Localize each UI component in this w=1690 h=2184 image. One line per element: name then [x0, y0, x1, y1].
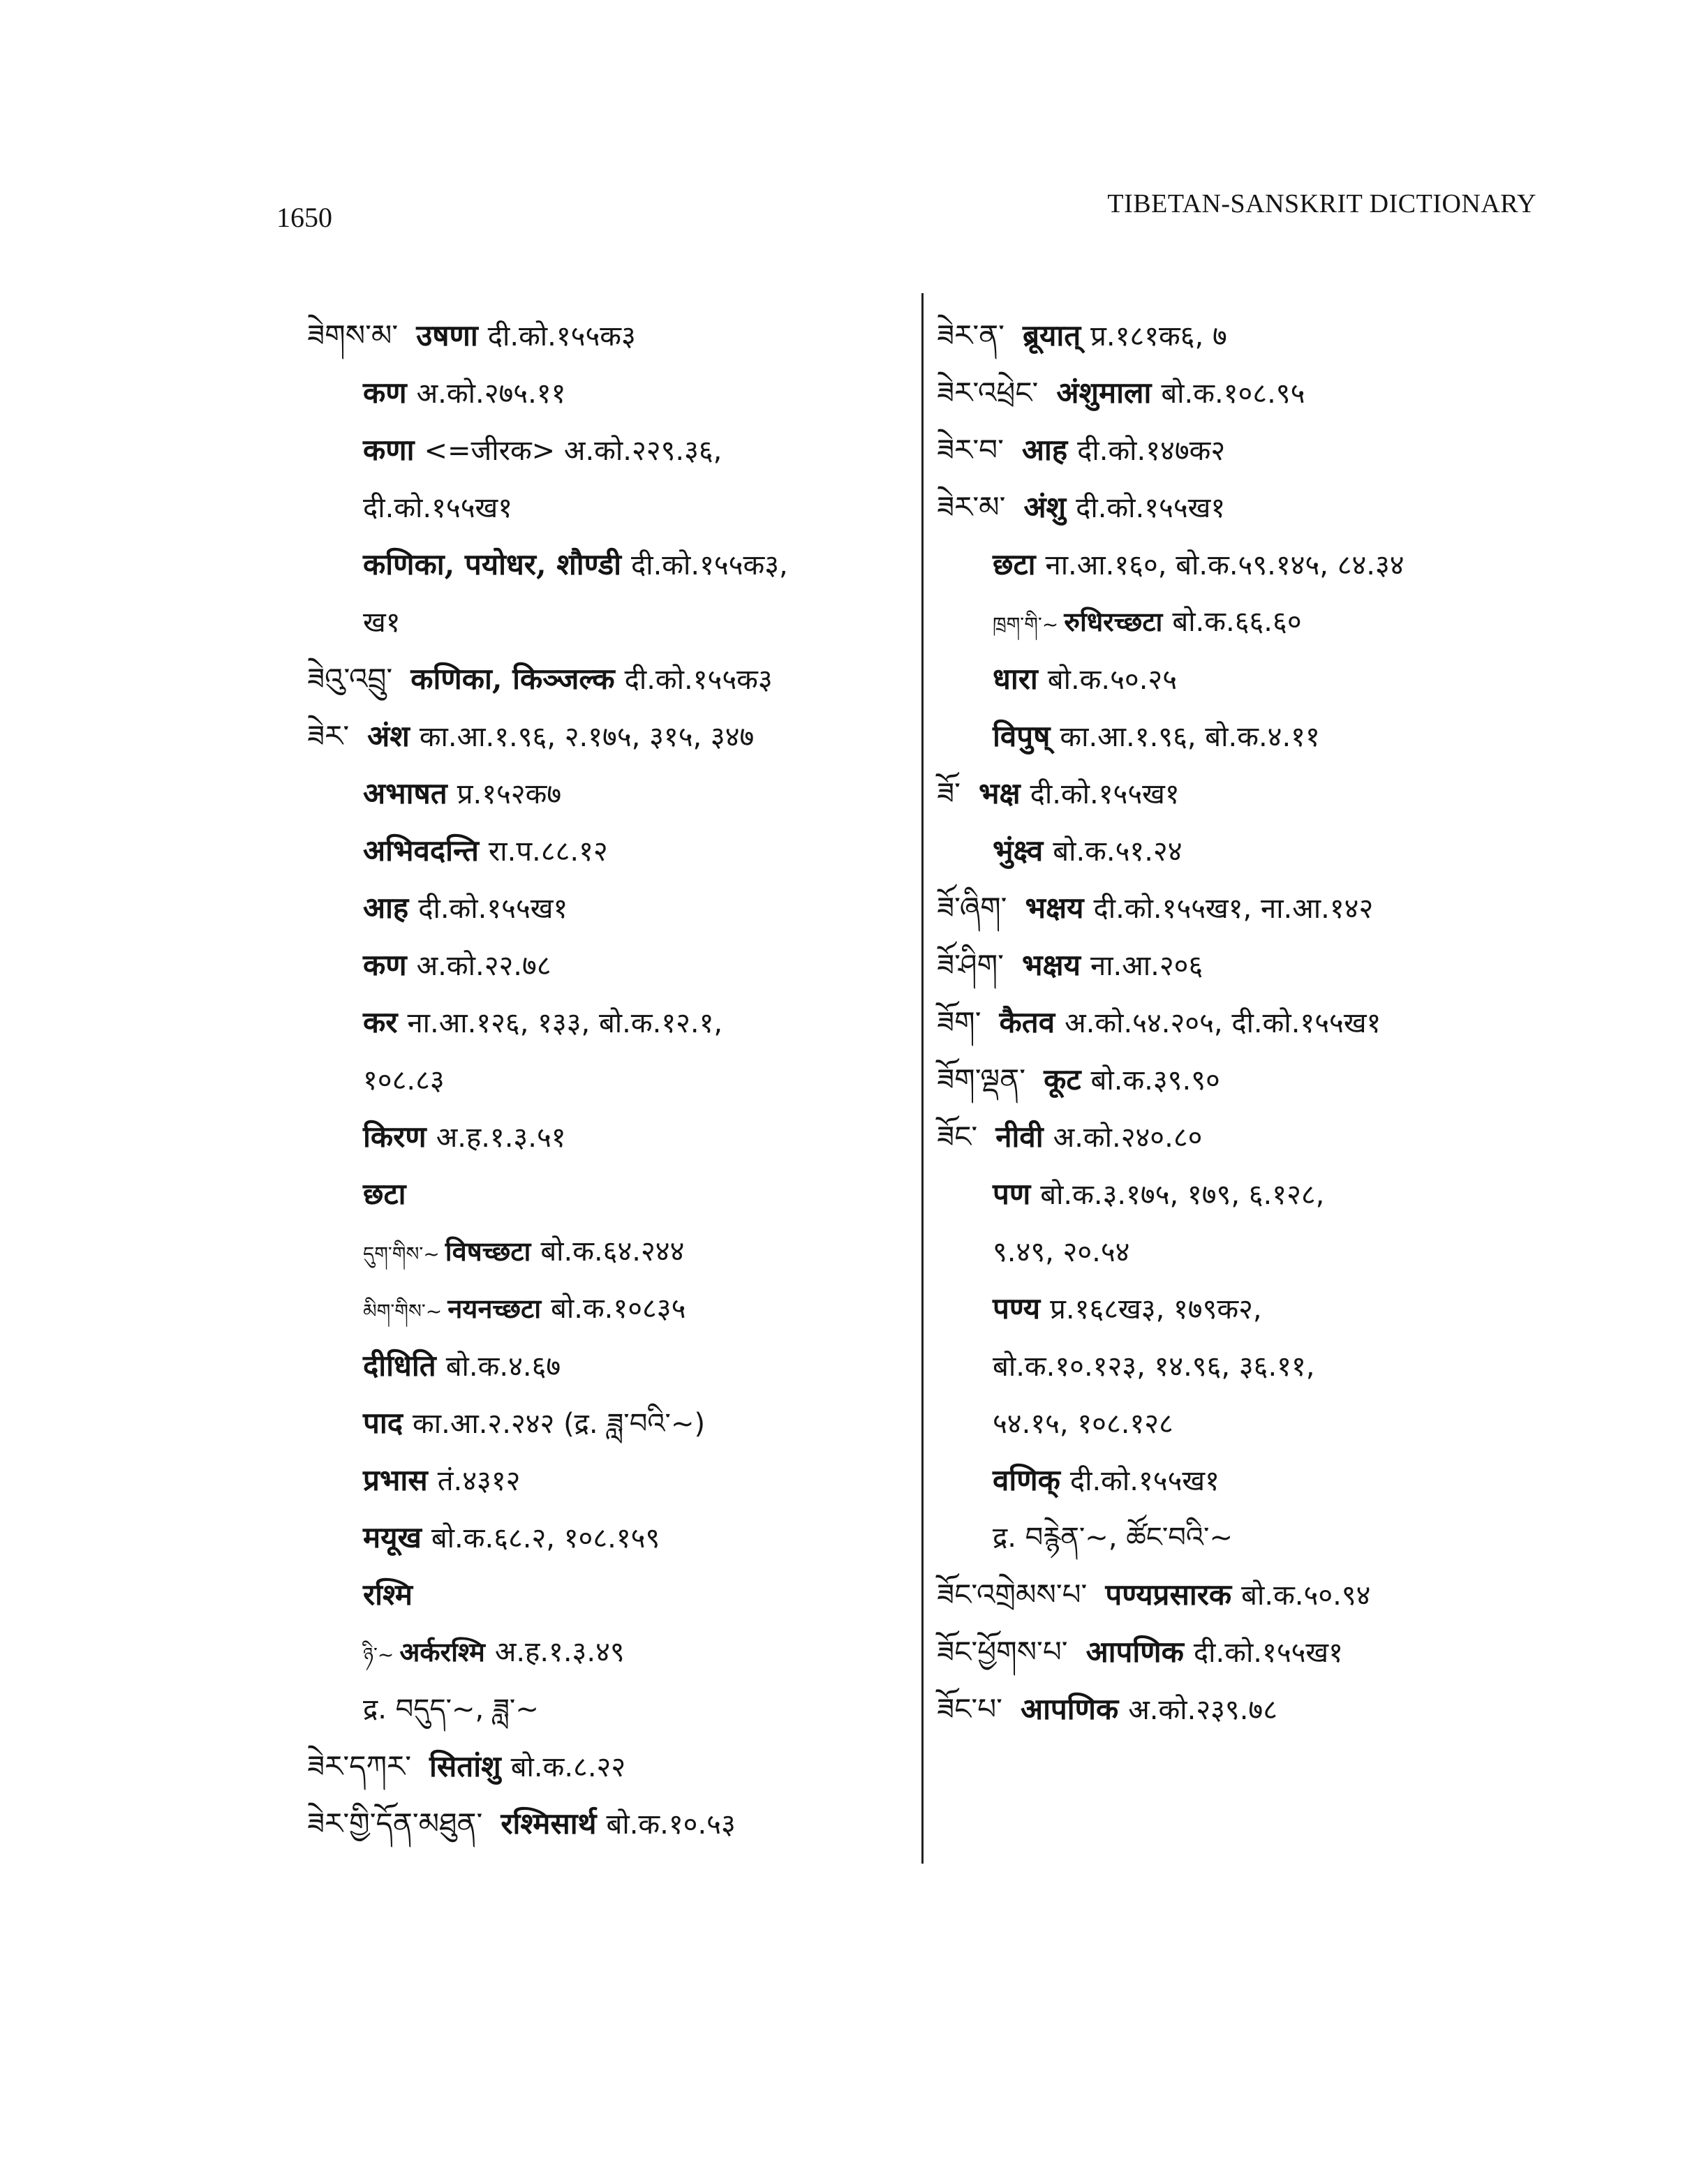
source-reference: बो.क.५१.२४	[1053, 835, 1183, 868]
source-reference: ना.आ.२०६	[1090, 950, 1203, 982]
tibetan-headword: ཟེར་འཕྲེང་	[937, 376, 1039, 410]
sanskrit-equivalent: छटा	[363, 1177, 406, 1211]
dictionary-subentry	[937, 1280, 1551, 1337]
dictionary-entry	[937, 1566, 1551, 1624]
tibetan-headword: ཟེགས་མ་	[307, 318, 399, 352]
dictionary-entry	[937, 307, 1551, 364]
sanskrit-equivalent: छटा	[993, 547, 1036, 581]
tibetan-headword: ཟེར་དཀར་	[307, 1749, 412, 1783]
sanskrit-equivalent: रश्मि	[363, 1577, 413, 1612]
running-head: TIBETAN-SANSKRIT DICTIONARY	[1107, 189, 1536, 218]
tibetan-headword: ཉི་~	[363, 1643, 394, 1666]
dictionary-subentry	[307, 1108, 907, 1166]
source-reference: प्र.१५२क७	[457, 778, 562, 810]
dictionary-entry	[937, 1681, 1551, 1738]
sanskrit-equivalent: भक्षय	[1025, 891, 1084, 925]
source-reference: दी.को.१५५क३	[624, 664, 773, 696]
source-reference: <=जीरक> अ.को.२२९.३६,	[424, 435, 722, 467]
dictionary-entry	[307, 1795, 907, 1852]
source-reference: द्र. བརྙེན་~, ཚོང་བའི་~	[993, 1522, 1233, 1554]
source-reference: तं.४३१२	[437, 1465, 521, 1497]
dictionary-entry	[937, 364, 1551, 422]
tibetan-headword: ཟེར་བ་	[937, 433, 1004, 467]
dictionary-subentry	[307, 937, 907, 994]
sanskrit-equivalent: पाद	[363, 1406, 403, 1440]
sanskrit-equivalent: मयूख	[363, 1520, 422, 1554]
sanskrit-equivalent: अंशुमाला	[1056, 376, 1152, 410]
sanskrit-equivalent: भक्षय	[1021, 948, 1081, 982]
dictionary-subentry	[937, 651, 1551, 708]
sanskrit-equivalent: सितांशु	[429, 1749, 501, 1783]
sanskrit-equivalent: रश्मिसार्थ	[501, 1806, 597, 1841]
source-reference: अ.को.२३९.७८	[1128, 1694, 1278, 1726]
source-reference: ना.आ.१६०, बो.क.५९.१४५, ८४.३४	[1045, 549, 1404, 581]
source-reference: दी.को.१५५क३,	[630, 549, 788, 581]
sanskrit-equivalent: कण	[363, 948, 407, 982]
source-reference: ९.४९, २०.५४	[993, 1236, 1130, 1268]
sanskrit-equivalent: वणिक्	[993, 1463, 1060, 1497]
right-column	[937, 307, 1551, 1738]
sanskrit-equivalent: भुंक्ष्व	[993, 833, 1044, 868]
dictionary-subentry	[937, 1166, 1551, 1223]
sanskrit-equivalent: विपुष्	[993, 719, 1051, 753]
dictionary-subentry	[937, 536, 1551, 593]
source-reference: दी.को.१४७क२	[1077, 435, 1226, 467]
source-reference: दी.को.१५५ख१	[1193, 1637, 1343, 1669]
sanskrit-equivalent: कणिका, किञ्जल्क	[410, 662, 615, 696]
source-reference: रा.प.८८.१२	[488, 835, 608, 868]
dictionary-entry	[937, 422, 1551, 479]
tibetan-headword: ཟོ་	[937, 776, 961, 810]
dictionary-entry	[307, 1738, 907, 1795]
sanskrit-equivalent: नीवी	[995, 1120, 1044, 1154]
dictionary-subentry	[937, 708, 1551, 765]
column-divider	[921, 293, 924, 1864]
source-reference: बो.क.६४.२४४	[540, 1235, 685, 1268]
source-reference: बो.क.५०.२५	[1047, 664, 1178, 696]
source-reference: दी.को.१५५क३	[487, 320, 636, 352]
source-reference: ना.आ.१२६, १३३, बो.क.१२.१,	[407, 1007, 723, 1039]
dictionary-subentry	[307, 879, 907, 937]
source-reference: दी.को.१५५ख१	[1030, 778, 1180, 810]
source-reference: दी.को.१५५ख१	[363, 492, 513, 524]
dictionary-subentry	[307, 822, 907, 879]
tibetan-headword: ཟེར་མ་	[937, 490, 1006, 524]
source-reference: बो.क.३.१७५, १७९, ६.१२८,	[1040, 1179, 1325, 1211]
sanskrit-equivalent: आह	[1021, 433, 1068, 467]
dictionary-subentry	[307, 1395, 907, 1452]
sanskrit-equivalent: कैतव	[999, 1005, 1055, 1039]
dictionary-subentry	[937, 1509, 1551, 1566]
source-reference: ५४.१५, १०८.१२८	[993, 1408, 1173, 1440]
dictionary-subentry	[307, 1223, 907, 1280]
tibetan-headword: དུག་གིས་~	[363, 1242, 440, 1265]
source-reference: बो.क.४.६७	[445, 1351, 561, 1383]
source-reference: बो.क.१०८३५	[551, 1293, 686, 1325]
sanskrit-equivalent: पण्य	[993, 1291, 1041, 1325]
dictionary-subentry	[307, 1337, 907, 1395]
dictionary-subentry	[307, 1566, 907, 1624]
dictionary-entry	[937, 479, 1551, 536]
sanskrit-equivalent: कण	[363, 376, 407, 410]
dictionary-subentry	[937, 1452, 1551, 1509]
sanskrit-equivalent: धारा	[993, 662, 1038, 696]
source-reference: दी.को.१५५ख१	[1076, 492, 1226, 524]
tibetan-headword: ཟེར་གྱི་དོན་མཐུན་	[307, 1806, 483, 1841]
sanskrit-equivalent: कणा	[363, 433, 415, 467]
tibetan-headword: ཟོང་པ་	[937, 1692, 1002, 1726]
dictionary-subentry	[307, 1051, 907, 1108]
source-reference: का.आ.१.९६, २.१७५, ३१५, ३४७	[419, 721, 755, 753]
dictionary-subentry	[307, 1624, 907, 1681]
dictionary-subentry	[937, 822, 1551, 879]
source-reference: बो.क.६८.२, १०८.१५९	[431, 1522, 660, 1554]
dictionary-subentry	[307, 1681, 907, 1738]
source-reference: अ.को.२७५.११	[416, 378, 566, 410]
sanskrit-equivalent: भक्ष	[978, 776, 1021, 810]
sanskrit-equivalent: अर्करश्मि	[399, 1636, 485, 1667]
source-reference: दी.को.१५५ख१	[1069, 1465, 1220, 1497]
dictionary-subentry	[307, 765, 907, 822]
sanskrit-equivalent: अंशु	[1023, 490, 1067, 524]
dictionary-entry	[937, 1108, 1551, 1166]
source-reference: बो.क.८.२२	[510, 1751, 626, 1783]
sanskrit-equivalent: कणिका, पयोधर, शौण्डी	[363, 547, 621, 581]
source-reference: बो.क.६६.६०	[1172, 606, 1302, 638]
source-reference: द्र. བདུད་~, ཟླ་~	[363, 1693, 539, 1725]
source-reference: दी.को.१५५ख१, ना.आ.१४२	[1093, 893, 1374, 925]
sanskrit-equivalent: आपणिक	[1085, 1635, 1184, 1669]
dictionary-entry	[307, 651, 907, 708]
dictionary-entry	[937, 765, 1551, 822]
source-reference: बो.क.१०८.९५	[1161, 378, 1305, 410]
sanskrit-equivalent: पण्यप्रसारक	[1105, 1577, 1232, 1612]
dictionary-subentry	[937, 593, 1551, 651]
dictionary-subentry	[307, 1166, 907, 1223]
dictionary-entry	[937, 1624, 1551, 1681]
dictionary-subentry	[307, 364, 907, 422]
sanskrit-equivalent: रुधिरच्छटा	[1064, 606, 1163, 637]
sanskrit-equivalent: आपणिक	[1020, 1692, 1119, 1726]
dictionary-entry	[937, 879, 1551, 937]
tibetan-headword: ཟོ་ཞིག་	[937, 891, 1007, 925]
source-reference: दी.को.१५५ख१	[418, 893, 568, 925]
tibetan-headword: ཟེར་	[307, 719, 350, 753]
sanskrit-equivalent: प्रभास	[363, 1463, 428, 1497]
source-reference: अ.ह.१.३.५१	[436, 1122, 566, 1154]
source-reference: का.आ.२.२४२ (द्र. ཟླ་བའི་~)	[413, 1408, 706, 1440]
sanskrit-equivalent: कर	[363, 1005, 398, 1039]
sanskrit-equivalent: कूट	[1044, 1062, 1081, 1097]
source-reference: बो.क.३९.९०	[1090, 1064, 1220, 1097]
dictionary-subentry	[937, 1337, 1551, 1395]
sanskrit-equivalent: किरण	[363, 1120, 427, 1154]
dictionary-entry	[307, 307, 907, 364]
sanskrit-equivalent: अंश	[367, 719, 410, 753]
sanskrit-equivalent: उषणा	[416, 318, 478, 352]
dictionary-entry	[937, 994, 1551, 1051]
dictionary-subentry	[307, 422, 907, 479]
source-reference: १०८.८३	[363, 1064, 445, 1097]
tibetan-headword: མིག་གིས་~	[363, 1300, 443, 1323]
tibetan-headword: ཟོང་	[937, 1120, 978, 1154]
source-reference: बो.क.१०.१२३, १४.९६, ३६.११,	[993, 1351, 1315, 1383]
dictionary-subentry	[307, 1509, 907, 1566]
tibetan-headword: ཟོང་འགྲེམས་པ་	[937, 1577, 1088, 1612]
dictionary-entry	[937, 1051, 1551, 1108]
source-reference: अ.को.२२.७८	[416, 950, 551, 982]
dictionary-subentry	[307, 479, 907, 536]
sanskrit-equivalent: आह	[363, 891, 409, 925]
dictionary-subentry	[307, 1280, 907, 1337]
source-reference: बो.क.१०.५३	[606, 1808, 736, 1841]
sanskrit-equivalent: विषच्छटा	[445, 1235, 531, 1267]
tibetan-headword: ཟེའུ་འབྲུ་	[307, 662, 393, 696]
source-reference: बो.क.५०.९४	[1241, 1580, 1371, 1612]
dictionary-entry	[937, 937, 1551, 994]
dictionary-subentry	[307, 536, 907, 593]
sanskrit-equivalent: दीधिति	[363, 1349, 436, 1383]
dictionary-subentry	[307, 593, 907, 651]
sanskrit-equivalent: पण	[993, 1177, 1031, 1211]
sanskrit-equivalent: अभिवदन्ति	[363, 833, 479, 868]
tibetan-headword: ཟོ་ཤིག་	[937, 948, 1004, 982]
dictionary-entry	[307, 708, 907, 765]
source-reference: प्र.१८१क६, ७	[1090, 320, 1227, 352]
tibetan-headword: ཟོག་ལྡན་	[937, 1062, 1026, 1097]
tibetan-headword: ཟོང་ཕྱོགས་པ་	[937, 1635, 1068, 1669]
dictionary-subentry	[937, 1395, 1551, 1452]
page-number: 1650	[276, 202, 332, 233]
dictionary-subentry	[307, 994, 907, 1051]
tibetan-headword: ཟོག་	[937, 1005, 981, 1039]
source-reference: का.आ.१.९६, बो.क.४.११	[1060, 721, 1320, 753]
left-column	[307, 307, 907, 1852]
source-reference: अ.को.५४.२०५, दी.को.१५५ख१	[1065, 1007, 1381, 1039]
source-reference: प्र.१६८ख३, १७९क२,	[1050, 1293, 1262, 1325]
source-reference: अ.ह.१.३.४९	[494, 1636, 625, 1668]
source-reference: ख१	[363, 607, 401, 639]
sanskrit-equivalent: अभाषत	[363, 776, 447, 810]
dictionary-subentry	[307, 1452, 907, 1509]
source-reference: अ.को.२४०.८०	[1053, 1122, 1203, 1154]
sanskrit-equivalent: नयनच्छटा	[447, 1293, 542, 1324]
sanskrit-equivalent: ब्रूयात्	[1022, 318, 1081, 352]
tibetan-headword: ཟེར་ན་	[937, 318, 1005, 352]
tibetan-headword: ཁྲག་གི་~	[993, 613, 1059, 636]
dictionary-subentry	[937, 1223, 1551, 1280]
